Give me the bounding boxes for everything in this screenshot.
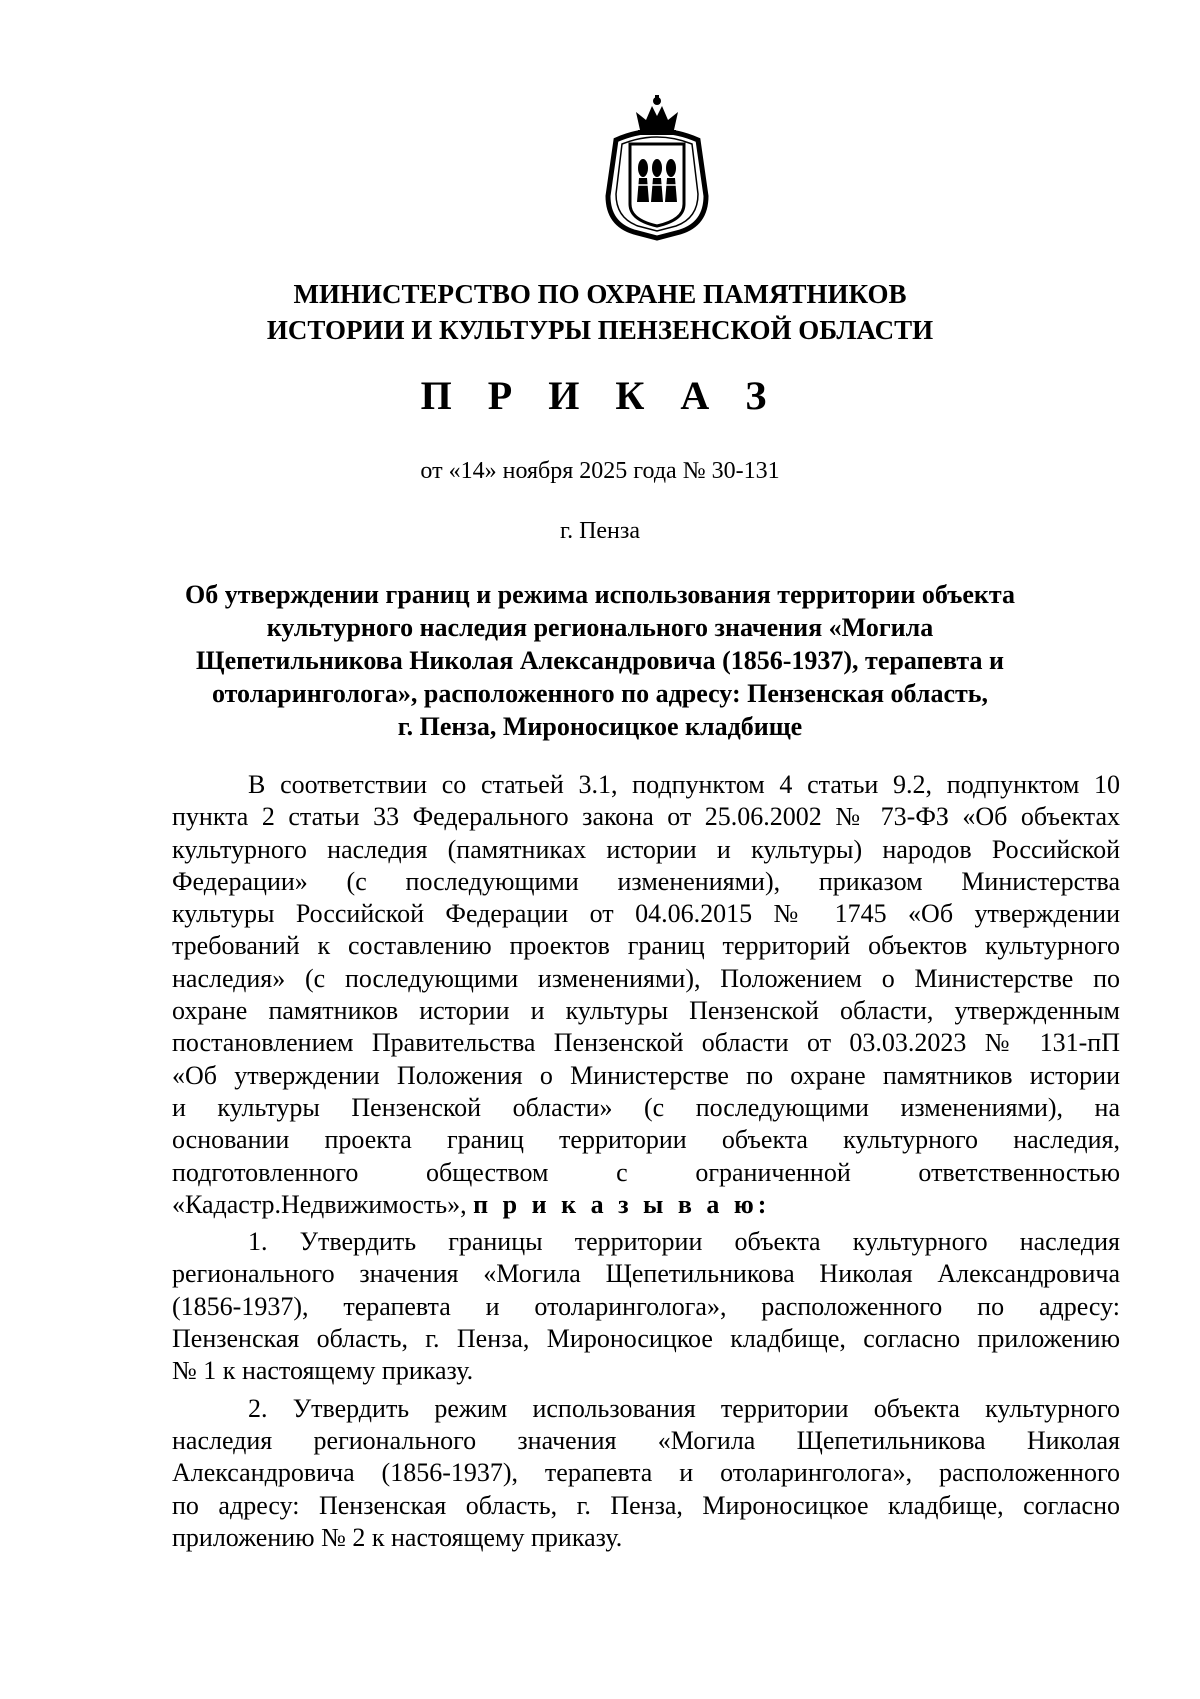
preamble-line: и культуры Пензенской области» (с последующими изменениями), на: [172, 1092, 1120, 1122]
order-item-2: [172, 1393, 1120, 1554]
item-line: регионального значения «Могила Щепетильникова Николая Александровича: [172, 1259, 1120, 1289]
preamble-line: основании проекта границ территории объекта культурного наследия,: [172, 1125, 1120, 1155]
preamble-line: подготовленного обществом с ограниченной ответственностью: [172, 1157, 1120, 1187]
item-line: (1856-1937), терапевта и отоларинголога», расположенного по адресу:: [172, 1291, 1120, 1321]
subject-line: Щепетильникова Николая Александровича (1856-1937), терапевта и: [196, 646, 1004, 675]
preamble-line: культуры Российской Федерации от 04.06.2015 № 1745 «Об утверждении: [172, 899, 1120, 929]
item-line: наследия регионального значения «Могила Щепетильникова Николая: [172, 1425, 1120, 1455]
item-line: по адресу: Пензенская область, г. Пенза, Мироносицкое кладбище, согласно: [172, 1490, 1120, 1520]
item-line: Александровича (1856-1937), терапевта и отоларинголога», расположенного: [172, 1458, 1120, 1488]
decree-word: п р и к а з ы в а ю:: [473, 1189, 771, 1219]
order-item-1: [172, 1226, 1120, 1387]
preamble-line: «Об утверждении Положения о Министерстве по охране памятников истории: [172, 1060, 1120, 1090]
preamble-line: пункта 2 статьи 33 Федерального закона от 25.06.2002 № 73-ФЗ «Об объектах: [172, 802, 1120, 832]
preamble-line: наследия» (с последующими изменениями), Положением о Министерстве по: [172, 963, 1120, 993]
contractor-name: «Кадастр.Недвижимость»,: [172, 1189, 467, 1219]
preamble-line: требований к составлению проектов границ территорий объектов культурного: [172, 931, 1120, 961]
item-line: Пензенская область, г. Пенза, Мироносицкое кладбище, согласно приложению: [172, 1324, 1120, 1354]
preamble-line: культурного наследия (памятниках истории и культуры) народов Российской: [172, 834, 1120, 864]
penza-coat-of-arms-icon: [602, 92, 712, 242]
item-line: 1. Утвердить границы территории объекта культурного наследия: [248, 1227, 1120, 1257]
preamble-line: постановлением Правительства Пензенской области от 03.03.2023 № 131-пП: [172, 1028, 1120, 1058]
ministry-line: ИСТОРИИ И КУЛЬТУРЫ ПЕНЗЕНСКОЙ ОБЛАСТИ: [266, 315, 934, 345]
item-line: приложению № 2 к настоящему приказу.: [172, 1522, 623, 1552]
order-date-number: от «14» ноября 2025 года № 30-131: [420, 458, 780, 484]
subject-line: культурного наследия регионального значения «Могила: [266, 613, 934, 642]
subject-line: отоларинголога», расположенного по адресу: Пензенская область,: [211, 679, 989, 708]
ministry-line: МИНИСТЕРСТВО ПО ОХРАНЕ ПАМЯТНИКОВ: [293, 279, 907, 309]
preamble-line: охране памятников истории и культуры Пензенской области, утвержденным: [172, 996, 1120, 1026]
coat-of-arms-emblem: [602, 92, 712, 242]
ministry-name: [150, 276, 1050, 348]
document-type: П Р И К А З: [420, 373, 780, 418]
preamble-paragraph: [172, 769, 1120, 1221]
preamble-last-line: [172, 1189, 1120, 1221]
subject-line: г. Пенза, Мироносицкое кладбище: [397, 712, 803, 741]
order-city: г. Пенза: [559, 518, 641, 544]
order-subject: [150, 578, 1050, 743]
order-body: [172, 769, 1120, 1554]
subject-line: Об утверждении границ и режима использования территории объекта: [185, 580, 1015, 609]
preamble-line: Федерации» (с последующими изменениями), приказом Министерства: [172, 866, 1120, 896]
preamble-line: В соответствии со статьей 3.1, подпунктом 4 статьи 9.2, подпунктом 10: [248, 770, 1120, 799]
item-line: № 1 к настоящему приказу.: [172, 1356, 474, 1386]
item-line: 2. Утвердить режим использования территории объекта культурного: [248, 1393, 1120, 1423]
